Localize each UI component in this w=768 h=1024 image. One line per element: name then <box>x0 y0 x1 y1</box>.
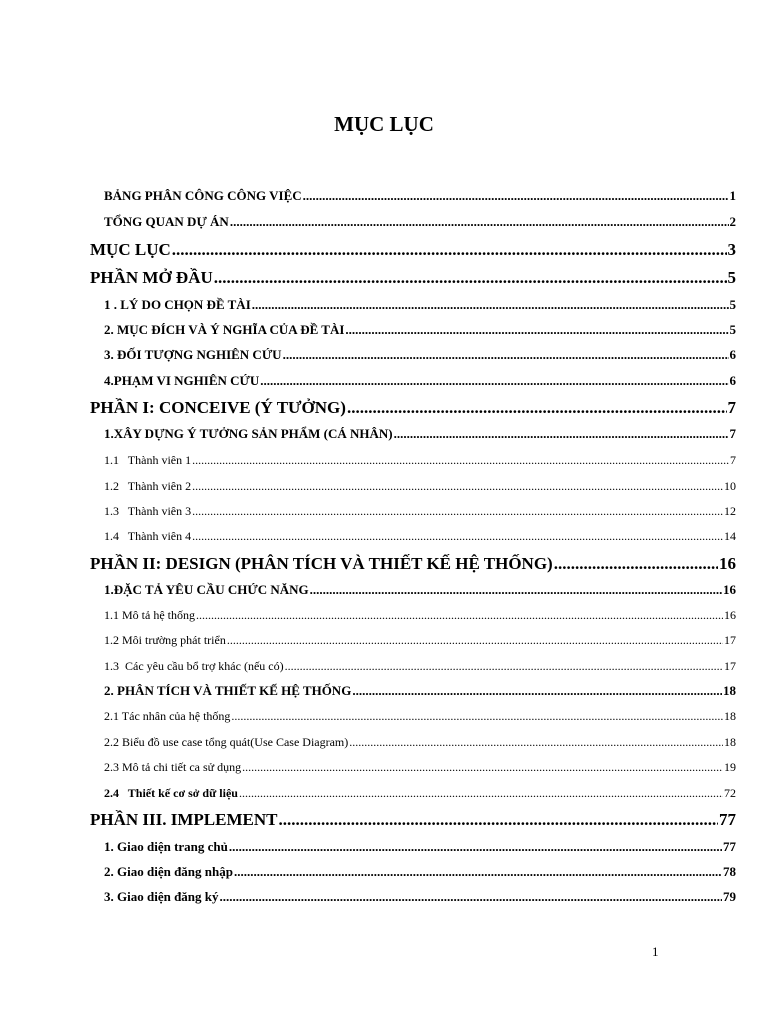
toc-entry-page: 14 <box>724 529 736 543</box>
toc-entry-text: 1.1 Thành viên 1 <box>104 453 192 467</box>
toc-entry <box>104 709 736 724</box>
toc-leader <box>303 188 729 204</box>
toc-entry <box>104 479 736 494</box>
toc-entry-page: 1 <box>729 188 736 203</box>
toc-entry-page: 7 <box>730 453 736 467</box>
toc-entry <box>104 297 736 313</box>
toc-entry-text: 2.3 Mô tả chi tiết ca sử dụng <box>104 760 242 774</box>
toc-leader <box>285 659 723 674</box>
toc-entry-text: PHẦN II: DESIGN (PHÂN TÍCH VÀ THIẾT KẾ HỆ THỐNG) <box>90 554 553 573</box>
toc-entry-page: 7 <box>729 426 736 441</box>
toc-leader <box>345 322 728 338</box>
toc-entry-text: 2.1 Tác nhân của hệ thống <box>104 709 231 723</box>
toc-leader <box>192 453 729 468</box>
toc-entry-page: 12 <box>724 504 736 518</box>
toc-leader <box>192 479 723 494</box>
toc-entry-page: 16 <box>723 582 736 597</box>
toc-entry <box>104 504 736 519</box>
toc-leader <box>352 683 722 699</box>
toc-leader <box>230 214 729 230</box>
toc-leader <box>220 889 722 905</box>
toc-entry-text: 1.XÂY DỰNG Ý TƯỞNG SẢN PHẨM (CÁ NHÂN) <box>104 426 393 441</box>
toc-entry-page: 78 <box>723 864 736 879</box>
toc-leader <box>227 633 723 648</box>
toc-entry-page: 5 <box>727 268 736 287</box>
toc-entry-text: 1.1 Mô tả hệ thống <box>104 608 195 622</box>
toc-entry <box>104 864 736 880</box>
toc-leader <box>394 426 729 442</box>
toc-entry <box>104 347 736 363</box>
toc-leader <box>554 554 718 574</box>
toc-entry-page: 17 <box>724 659 736 673</box>
toc-leader <box>260 373 728 389</box>
toc-entry-page: 10 <box>724 479 736 493</box>
toc-entry-text: 1.3 Các yêu cầu bổ trợ khác (nếu có) <box>104 659 284 673</box>
toc-entry-page: 2 <box>729 214 736 229</box>
toc-entry <box>104 760 736 775</box>
toc-entry <box>104 683 736 699</box>
toc-entry <box>104 659 736 674</box>
toc-entry <box>90 554 736 574</box>
toc-leader <box>231 709 723 724</box>
toc-entry-page: 17 <box>724 633 736 647</box>
toc-entry <box>104 839 736 855</box>
toc-leader <box>252 297 729 313</box>
toc-entry <box>104 426 736 442</box>
toc-entry <box>104 889 736 905</box>
toc-leader <box>234 864 722 880</box>
toc-entry-page: 79 <box>723 889 736 904</box>
toc-entry-page: 18 <box>723 683 736 698</box>
toc-leader <box>214 268 727 288</box>
toc-entry-text: PHẦN MỞ ĐẦU <box>90 268 213 287</box>
toc-entry-text: MỤC LỤC <box>90 240 171 259</box>
toc-entry-text: 1. Giao diện trang chủ <box>104 839 228 854</box>
toc-leader <box>192 529 723 544</box>
toc-leader <box>172 240 727 260</box>
toc-leader <box>196 608 723 623</box>
toc-entry-page: 77 <box>719 810 736 829</box>
toc-entry <box>90 240 736 260</box>
toc-entry <box>104 188 736 204</box>
toc-entry-text: PHẦN III. IMPLEMENT <box>90 810 278 829</box>
toc-entry <box>104 735 736 750</box>
toc-entry-text: 1.2 Thành viên 2 <box>104 479 192 493</box>
toc-entry-text: TỔNG QUAN DỰ ÁN <box>104 214 229 229</box>
toc-entry-page: 7 <box>727 398 736 417</box>
page-number: 1 <box>652 944 659 959</box>
toc-leader <box>283 347 729 363</box>
toc-entry-text: 2.2 Biểu đồ use case tổng quát(Use Case Diagram) <box>104 735 349 749</box>
toc-entry-text: 1.4 Thành viên 4 <box>104 529 192 543</box>
toc-leader <box>347 398 727 418</box>
toc-entry-text: 2.4 Thiết kế cơ sở dữ liệu <box>104 786 238 800</box>
toc-leader <box>229 839 722 855</box>
toc-entry-page: 3 <box>727 240 736 259</box>
toc-entry-text: 1 . LÝ DO CHỌN ĐỀ TÀI <box>104 297 251 312</box>
toc-entry <box>104 786 736 801</box>
toc-entry-page: 16 <box>724 608 736 622</box>
toc-entry-page: 77 <box>723 839 736 854</box>
toc-leader <box>278 810 718 830</box>
toc-entry <box>104 322 736 338</box>
toc-entry-page: 72 <box>724 786 736 800</box>
toc-leader <box>239 786 723 801</box>
toc-leader <box>349 735 723 750</box>
toc-entry <box>90 268 736 288</box>
toc-entry-text: BẢNG PHÂN CÔNG CÔNG VIỆC <box>104 188 302 203</box>
toc-entry <box>104 608 736 623</box>
toc-entry <box>104 453 736 468</box>
toc-entry-page: 6 <box>729 347 736 362</box>
toc-leader <box>310 582 722 598</box>
toc-entry <box>104 633 736 648</box>
toc-entry-text: 1.ĐẶC TẢ YÊU CẦU CHỨC NĂNG <box>104 582 309 597</box>
toc-entry-text: 2. Giao diện đăng nhập <box>104 864 233 879</box>
toc-entry <box>104 529 736 544</box>
toc-entry-text: 1.3 Thành viên 3 <box>104 504 192 518</box>
toc-entry-text: 2. MỤC ĐÍCH VÀ Ý NGHĨA CỦA ĐỀ TÀI <box>104 322 345 337</box>
toc-entry <box>90 398 736 418</box>
toc-entry-page: 18 <box>724 709 736 723</box>
toc-entry <box>104 214 736 230</box>
toc-leader <box>192 504 723 519</box>
toc-entry <box>104 373 736 389</box>
toc-entry-page: 16 <box>719 554 736 573</box>
toc-leader <box>242 760 723 775</box>
toc-entry-page: 5 <box>729 297 736 312</box>
toc-entry-text: 3. Giao diện đăng ký <box>104 889 219 904</box>
toc-entry-text: 1.2 Môi trường phát triển <box>104 633 226 647</box>
toc-entry-text: 3. ĐỐI TƯỢNG NGHIÊN CỨU <box>104 347 282 362</box>
toc-entry-text: 2. PHÂN TÍCH VÀ THIẾT KẾ HỆ THỐNG <box>104 683 352 698</box>
page-title: MỤC LỤC <box>334 112 434 136</box>
toc-entry-page: 18 <box>724 735 736 749</box>
toc-entry <box>90 810 736 830</box>
toc-entry-text: 4.PHẠM VI NGHIÊN CỨU <box>104 373 260 388</box>
toc-entry-page: 19 <box>724 760 736 774</box>
toc-entry-page: 5 <box>729 322 736 337</box>
toc-entry <box>104 582 736 598</box>
toc-entry-page: 6 <box>729 373 736 388</box>
toc-entry-text: PHẦN I: CONCEIVE (Ý TƯỞNG) <box>90 398 346 417</box>
